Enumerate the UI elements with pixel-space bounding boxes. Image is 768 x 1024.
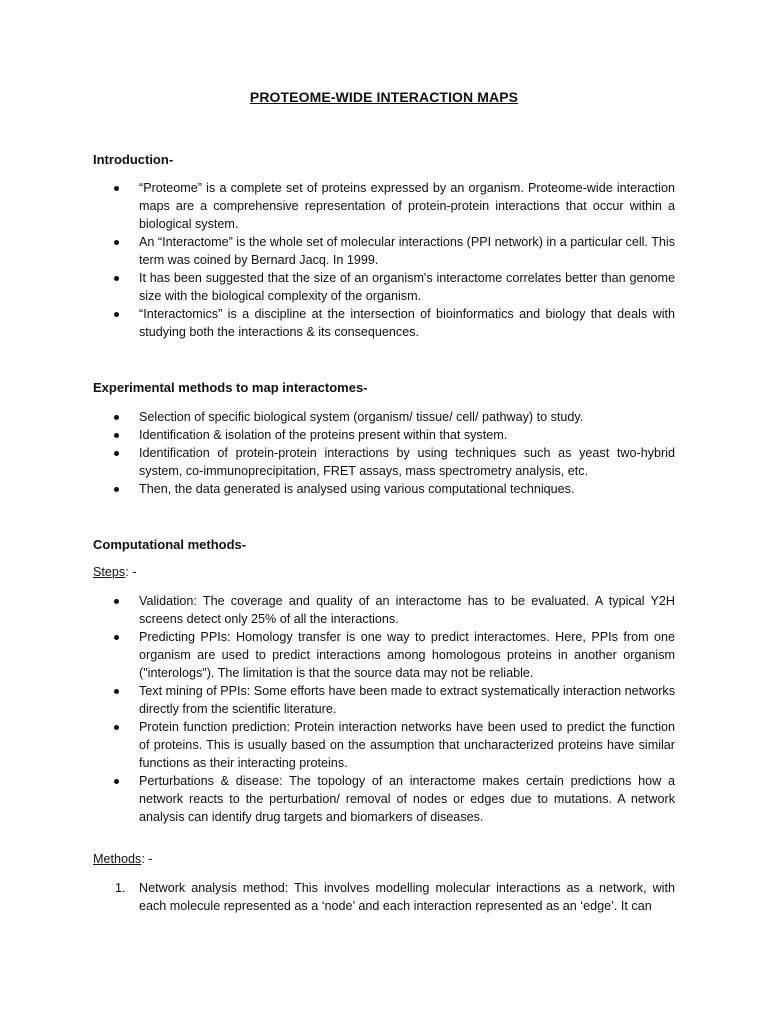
bullet-icon	[114, 725, 119, 730]
list-item: Text mining of PPIs: Some efforts have been made to extract systematically interaction networks directly from the scientific literature.	[93, 682, 675, 718]
steps-label: Steps: -	[93, 565, 137, 579]
bullet-icon	[114, 635, 119, 640]
list-item: 1. Network analysis method: This involves modelling molecular interactions as a network, with each molecule represented as a ‘node’ and each interaction represented as an ‘edge’. It can	[115, 881, 675, 913]
bullet-icon	[114, 487, 119, 492]
bullet-icon	[114, 415, 119, 420]
list-item: An “Interactome” is the whole set of molecular interactions (PPI network) in a particular cell. This term was coined by Bernard Jacq. In 1999.	[93, 233, 675, 269]
list-item: Perturbations & disease: The topology of an interactome makes certain predictions how a network reacts to the perturbation/ removal of nodes or edges due to mutations. A network analysis can identify drug targets and biomarkers of diseases.	[93, 772, 675, 826]
methods-label: Methods: -	[93, 852, 153, 866]
bullet-icon	[114, 312, 119, 317]
computational-list	[93, 592, 675, 826]
list-item: Then, the data generated is analysed using various computational techniques.	[93, 480, 675, 498]
bullet-icon	[114, 689, 119, 694]
list-item: Identification & isolation of the proteins present within that system.	[93, 426, 675, 444]
bullet-icon	[114, 276, 119, 281]
experimental-heading: Experimental methods to map interactomes-	[93, 380, 368, 395]
list-item: Selection of specific biological system (organism/ tissue/ cell/ pathway) to study.	[93, 408, 675, 426]
methods-list	[93, 879, 675, 915]
list-item: Protein function prediction: Protein interaction networks have been used to predict the function of proteins. This is usually based on the assumption that uncharacterized proteins have similar functions as their interacting proteins.	[93, 718, 675, 772]
experimental-list	[93, 408, 675, 498]
list-item: Identification of protein-protein interactions by using techniques such as yeast two-hybrid system, co-immunoprecipitation, FRET assays, mass spectrometry analysis, etc.	[93, 444, 675, 480]
introduction-heading: Introduction-	[93, 152, 174, 167]
bullet-icon	[114, 779, 119, 784]
list-item: Validation: The coverage and quality of an interactome has to be evaluated. A typical Y2H screens detect only 25% of all the interactions.	[93, 592, 675, 628]
list-item: It has been suggested that the size of an organism's interactome correlates better than genome size with the biological complexity of the organism.	[93, 269, 675, 305]
list-item: “Proteome” is a complete set of proteins expressed by an organism. Proteome-wide interaction maps are a comprehensive representation of protein-protein interactions that occur within a biological system.	[93, 179, 675, 233]
document-title: PROTEOME-WIDE INTERACTION MAPS	[249, 89, 519, 105]
introduction-list	[93, 179, 675, 341]
bullet-icon	[114, 433, 119, 438]
bullet-icon	[114, 240, 119, 245]
list-item: “Interactomics” is a discipline at the intersection of bioinformatics and biology that deals with studying both the interactions & its consequences.	[93, 305, 675, 341]
bullet-icon	[114, 186, 119, 191]
list-item: Predicting PPIs: Homology transfer is one way to predict interactomes. Here, PPIs from one organism are used to predict interactions among homologous proteins in another organism ("interologs"). The limitation is that the source data may not be reliable.	[93, 628, 675, 682]
computational-heading: Computational methods-	[93, 537, 247, 552]
bullet-icon	[114, 451, 119, 456]
bullet-icon	[114, 599, 119, 604]
